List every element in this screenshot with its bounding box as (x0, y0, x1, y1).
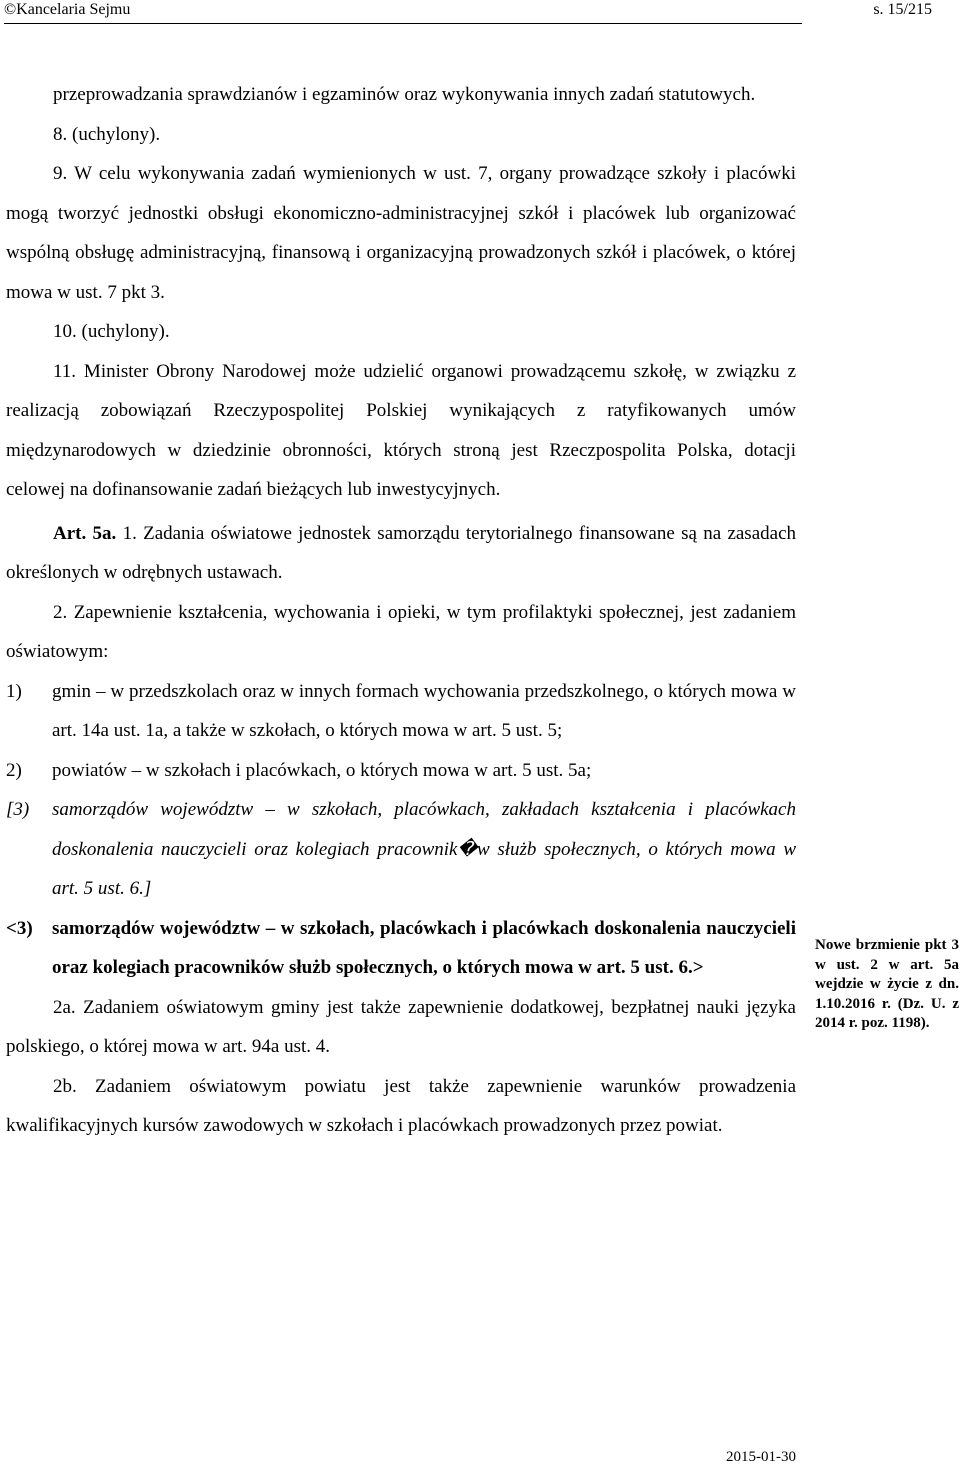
paragraph: 9. W celu wykonywania zadań wymienionych w ust. 7, organy prowadzące szkoły i placówki mogą tworzyć jednostki obsługi ekonomiczno-administracyjnej szkół i placówek lub organizować wspólną obsługę administracyjną, finansową i organizacyjną prowadzonych szkół i placówek, o której mowa w ust. 7 pkt 3. (6, 163, 796, 303)
page-number: s. 15/215 (873, 1, 932, 18)
paragraph: 2a. Zadaniem oświatowym gminy jest także zapewnienie dodatkowej, bezpłatnej nauki języka polskiego, o której mowa w art. 94a ust. 4. (6, 996, 796, 1057)
article-label: Art. 5a. (53, 522, 117, 544)
list-item: 1) gmin – w przedszkolach oraz w innych formach wychowania przedszkolnego, o których mowa w art. 14a ust. 1a, a także w szkołach, o których mowa w art. 5 ust. 5; (6, 680, 796, 741)
paragraph: 10. (uchylony). (53, 321, 170, 342)
paragraph: przeprowadzania sprawdzianów i egzaminów oraz wykonywania innych zadań statutowych. (53, 84, 756, 105)
paragraph: 8. (uchylony). (53, 123, 161, 145)
header-rule (4, 23, 802, 24)
paragraph-text: 1. Zadania oświatowe jednostek samorządu terytorialnego finansowane są na zasadach określonych w odrębnych ustawach. (6, 522, 796, 583)
document-body (6, 75, 796, 1146)
paragraph: 2b. Zadaniem oświatowym powiatu jest także zapewnienie warunków prowadzenia kwalifikacyjnych kursów zawodowych w szkołach i placówkach prowadzonych przez powiat. (6, 1075, 796, 1136)
list-item-old-wording: [3) samorządów województw – w szkołach, placówkach, zakładach kształcenia i placówkach doskonalenia nauczycieli oraz kolegiach pracownik�w służb społecznych, o których mowa w art. 5 ust. 6.] (6, 799, 796, 899)
margin-note: Nowe brzmienie pkt 3 w ust. 2 w art. 5a wejdzie w życie z dn. 1.10.2016 r. (Dz. U. z 2014 r. poz. 1198). (815, 937, 959, 1031)
footer-date: 2015-01-30 (726, 1449, 796, 1465)
publisher-label: ©Kancelaria Sejmu (4, 1, 131, 18)
page-header (0, 0, 960, 22)
list-item: 2) powiatów – w szkołach i placówkach, o których mowa w art. 5 ust. 5a; (6, 759, 592, 781)
paragraph: 2. Zapewnienie kształcenia, wychowania i opieki, w tym profilaktyki społecznej, jest zadaniem oświatowym: (6, 601, 796, 662)
list-item-new-wording: <3) samorządów województw – w szkołach, placówkach i placówkach doskonalenia nauczycieli oraz kolegiach pracowników służb społecznych, o których mowa w art. 5 ust. 6.> (6, 917, 796, 978)
article-paragraph (6, 514, 796, 593)
paragraph: 11. Minister Obrony Narodowej może udzielić organowi prowadzącemu szkołę, w związku z realizacją zobowiązań Rzeczypospolitej Polskiej wynikających z ratyfikowanych umów międzynarodowych w dziedzinie obronności, których stroną jest Rzeczpospolita Polska, dotacji celowej na dofinansowanie zadań bieżących lub inwestycyjnych. (6, 360, 796, 500)
